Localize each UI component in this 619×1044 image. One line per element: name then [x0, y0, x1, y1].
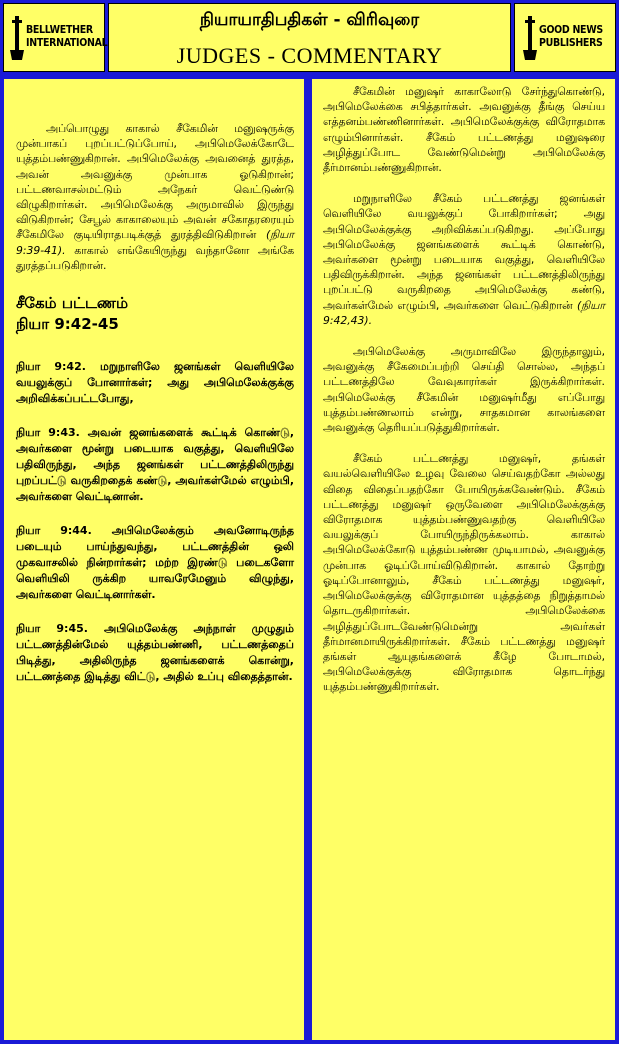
intro-paragraph	[16, 121, 294, 273]
section-heading	[16, 293, 294, 335]
page-title-tamil: நியாயாதிபதிகள் - விரிவுரை	[199, 10, 420, 30]
logo-left-text: BELLWETHER INTERNATIONAL	[26, 24, 108, 49]
verse-9-42: நியா 9:42. மறுநாளிலே ஜனங்கள் வெளியிலே வயலுக்குப் போனார்கள்; அது அபிமெலேக்குக்கு அறிவிக்கப்பட்டபோது,	[16, 360, 294, 406]
commentary-paragraph-1	[323, 84, 605, 175]
verse-9-44: நியா 9:44. அபிமெலேக்கும் அவனோடிருந்த படையும் பாய்ந்துவந்து, பட்டணத்தின் ஒலி முகவாசலில் நின்றார்கள்; மற்ற இரண்டு படைகளோ வெளியிலி ருக்கிற யாவரேமேனும் விழுந்து, அவர்களை வெட்டினார்கள்.	[16, 523, 294, 602]
commentary-paragraph-2	[323, 191, 605, 328]
right-column	[312, 79, 615, 1040]
left-column	[4, 79, 304, 1040]
commentary-text-4: சீகேம் பட்டணத்து மனுஷர், தங்கள் வயல்வெளியிலே உழவு வேலை செய்வதற்கோ அல்லது விதை விதைப்பதற்கோ போயிருக்கவேண்டும். சீகேம் பட்டணத்து மனுஷர் ஒருவேளை அபிமெலேக்குக்கு விரோதமாக யுத்தம்பண்ணுவதற்கு வெளியிலே வயலுக்குப் போயிருந்திருக்கலாம். காகால் அபிமெலேக்கோடு யுத்தம்பண்ண முடியாமல், அவனுக்கு முன்பாக ஓடிப்போய்விடுகிறான். காகால் தோற்று ஓடிப்போனாலும், சீகேம் பட்டணத்து மனுஷர், அபிமெலேக்குக்கு விரோதமான யுத்தத்தை நிறுத்தாமல் தொடருகிறார்கள். அபிமெலேக்கை அழித்துப்போடவேண்டுமென்று அவர்கள் தீர்மானமாயிருக்கிறார்கள். சீகேம் பட்டணத்து மனுஷர் தங்கள் ஆயுதங்களைக் கீழே போடாமல், அபிமெலேக்குக்கு விரோதமாக தொடர்ந்து யுத்தம்பண்ணுகிறார்கள்.	[323, 452, 605, 694]
verse-9-45: நியா 9:45. அபிமெலேக்கு அந்நாள் முழுதும் பட்டணத்தின்மேல் யுத்தம்பண்ணி, பட்டணத்தைப் பிடித்து, அதிலிருந்த ஜனங்களைக் கொன்று, பட்டணத்தை இடித்து விட்டு, அதில் உப்பு விதைத்தான்.	[16, 621, 294, 684]
commentary-paragraph-4	[323, 451, 605, 694]
commentary-text-2: மறுநாளிலே சீகேம் பட்டணத்து ஜனங்கள் வெளியிலே வயலுக்குப் போகிறார்கள்; அது அபிமெலேக்குக்கு அறிவிக்கப்படுகிறது. அப்போது அபிமெலேக்கு ஜனங்களைக் கூட்டிக் கொண்டு, அவர்களை மூன்று படையாக வகுத்து, வெளியிலே பதிவிருக்கிறான். அந்த ஜனங்கள் பட்டணத்திலிருந்து புறப்பட்டு வருகிறதை அபிமெலேக்கு கண்டு, அவர்கள்மேல் எழும்பி, அவர்களை வெட்டுகிறான்	[323, 192, 605, 312]
intro-reference: (நியா 9:39-41).	[16, 228, 294, 257]
commentary-paragraph-3	[323, 344, 605, 435]
logo-right-text: GOOD NEWS PUBLISHERS	[539, 24, 603, 49]
commentary-text-1: சீகேமின் மனுஷர் காகாலோடு சேர்ந்துகொண்டு, அபிமெலேக்கை சபித்தார்கள். அவனுக்கு தீங்கு செய்ய எத்தனம்பண்ணினார்கள். அபிமெலேக்குக்கு விரோதமாக எழும்பினார்கள். சீகேம் பட்டணத்து மனுஷரை அழித்துப்போட வேண்டுமென்று அபிமெலேக்கு தீர்மானம்பண்ணுகிறான்.	[323, 85, 605, 175]
commentary-reference-2: (நியா 9:42,43).	[323, 298, 605, 327]
intro-text: அப்பொழுது காகால் சீகேமின் மனுஷருக்கு முன்பாகப் புறப்பட்டுப்போய், அபிமெலேக்கோடே யுத்தம்பண்ணுகிறான். அபிமெலேக்கு அவனைத் துரத்த, அவன் அவனுக்கு முன்பாக ஓடுகிறான்; பட்டணவாசல்மட்டும் அநேகர் வெட்டுண்டு விழுகிறார்கள். அபிமெலேக்கு அருமாவில் இருந்து விடுகிறான்; சேபூல் காகாலையும் அவன் சகோதரரையும் சீகேமிலே குடியிராதபடிக்குத் துரத்திவிடுகிறான்	[16, 122, 294, 242]
title-box	[108, 3, 511, 72]
good-news-emblem-icon	[523, 16, 537, 60]
bellwether-logo	[3, 3, 108, 72]
bellwether-emblem-icon	[10, 16, 24, 60]
intro-tail: காகால் எங்கேயிருந்து வந்தானோ அங்கே துரத்தப்படுகிறான்.	[16, 243, 294, 272]
section-title: சீகேம் பட்டணம்	[16, 294, 129, 313]
section-reference: நியா 9:42-45	[16, 315, 119, 334]
page-title-english: JUDGES - COMMENTARY	[176, 43, 443, 68]
good-news-logo	[514, 3, 616, 72]
commentary-text-3: அபிமெலேக்கு அருமாவிலே இருந்தாலும், அவனுக்கு சீகேமைப்பற்றி செய்தி சொல்ல, அந்தப் பட்டணத்திலே வேவுகாரர்கள் இருக்கிறார்கள். அபிமெலேக்கு சீகேமின் மனுஷர்மீது எப்போது யுத்தம்பண்ணலாம் என்று, சாதகமான காலங்களை அவனுக்கு தெரியப்படுத்துகிறார்கள்.	[323, 345, 605, 435]
verse-9-43: நியா 9:43. அவன் ஜனங்களைக் கூட்டிக் கொண்டு, அவர்களை மூன்று படையாக வகுத்து, வெளியிலே பதிவிருந்து, அந்த ஜனங்கள் பட்டணத்திலிருந்து புறப்பட்டு வருகிறதைக் கண்டு, அவர்கள்மேல் எழும்பி, அவர்களை வெட்டினான்.	[16, 425, 294, 504]
